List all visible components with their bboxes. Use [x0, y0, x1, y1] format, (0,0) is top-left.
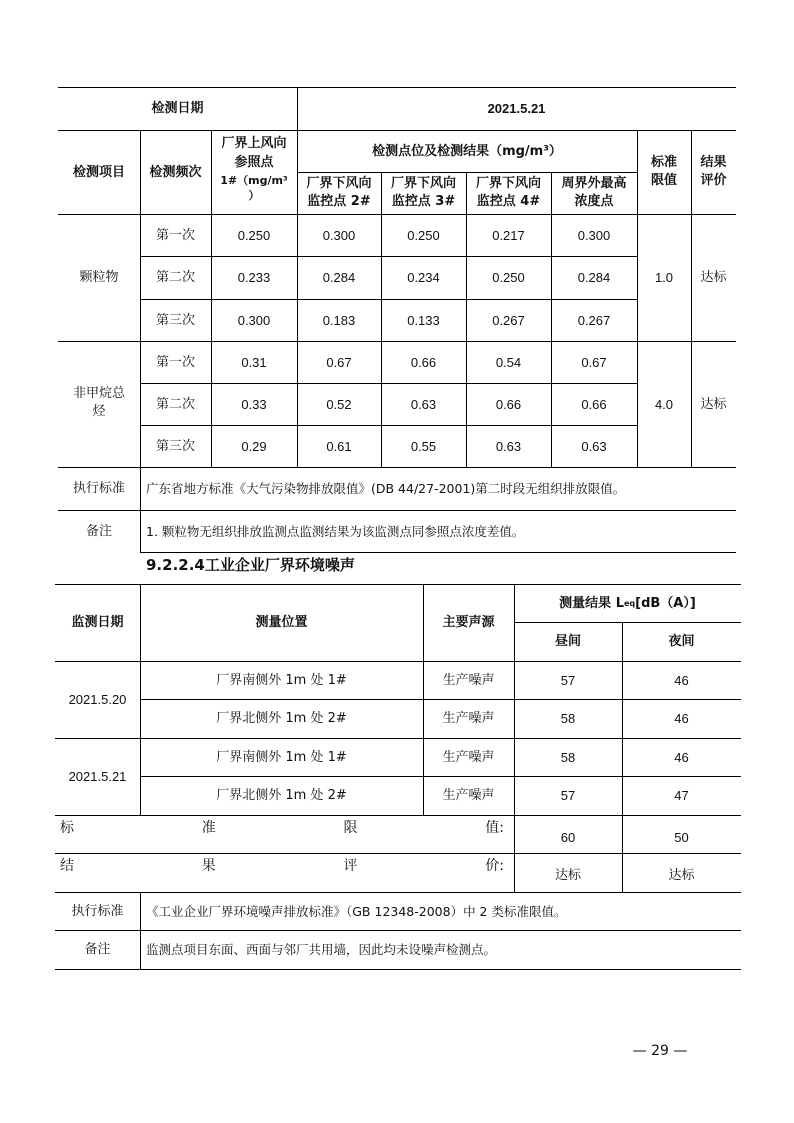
- header-monitor-date: 监测日期: [71, 615, 124, 630]
- value-cell: 0.66: [410, 354, 437, 370]
- value-cell: 0.61: [326, 438, 352, 454]
- value-cell: 0.183: [322, 312, 356, 328]
- section-title: 9.2.2.4工业企业厂界环境噪声: [146, 556, 355, 574]
- result-particulate: 达标: [700, 270, 727, 285]
- standard-limit-day: 60: [560, 829, 576, 845]
- value-cell: 0.67: [326, 354, 352, 370]
- noise-note-text: 监测点项目东面、西面与邻厂共用墙，因此均未设噪声检测点。: [146, 942, 497, 957]
- header-result: 测量结果 L eq [dB（A）]: [559, 595, 696, 611]
- value-cell: 0.250: [407, 227, 440, 243]
- standard-limit-label: 标 准 限 值:: [60, 820, 504, 836]
- value-cell: 0.63: [495, 438, 522, 454]
- value-cell: 0.33: [241, 396, 267, 412]
- date-label: 检测日期: [151, 101, 204, 116]
- noise-exec-label: 执行标准: [71, 903, 124, 919]
- day-value-cell: 58: [560, 749, 576, 765]
- header-sound-source: 主要声源: [442, 615, 495, 630]
- group-name-nmhc: 非甲烷总 烃: [72, 386, 125, 419]
- frequency-cell: 第二次: [155, 396, 195, 412]
- header-downwind-2: 厂界下风向 监控点 2#: [306, 176, 372, 209]
- value-cell: 0.67: [581, 354, 607, 370]
- day-value-cell: 58: [560, 711, 576, 726]
- frequency-cell: 第一次: [155, 354, 195, 370]
- result-nmhc: 达标: [700, 396, 727, 412]
- position-cell: 厂界北侧外 1m 处 2#: [216, 788, 347, 803]
- exec-standard-text: 广东省地方标准《大气污染物排放限值》(DB 44/27-2001)第二时段无组织排放限值。: [146, 481, 626, 496]
- value-cell: 0.250: [492, 270, 525, 285]
- header-position: 测量位置: [255, 615, 308, 630]
- group-name-particulate: 颗粒物: [79, 270, 119, 285]
- frequency-cell: 第三次: [155, 312, 195, 328]
- source-cell: 生产噪声: [442, 788, 495, 803]
- value-cell: 0.217: [492, 227, 525, 243]
- value-cell: 0.66: [495, 396, 522, 412]
- date-cell-2: 2021.5.21: [68, 769, 127, 784]
- position-cell: 厂界南侧外 1m 处 1#: [216, 672, 347, 688]
- noise-note-label: 备注: [84, 942, 111, 957]
- value-cell: 0.31: [241, 354, 267, 370]
- value-cell: 0.133: [407, 312, 440, 328]
- value-cell: 0.267: [577, 312, 611, 328]
- value-cell: 0.284: [322, 270, 356, 285]
- day-value-cell: 57: [560, 788, 576, 803]
- value-cell: 0.54: [495, 354, 522, 370]
- value-cell: 0.233: [237, 270, 271, 285]
- value-cell: 0.63: [410, 396, 437, 412]
- value-cell: 0.300: [322, 227, 356, 243]
- noise-exec-text: 《工业企业厂界环境噪声排放标准》（GB 12348-2008）中 2 类标准限值。: [146, 903, 567, 919]
- evaluation-night: 达标: [668, 868, 695, 883]
- limit-nmhc: 4.0: [654, 396, 674, 412]
- value-cell: 0.250: [237, 227, 271, 243]
- header-points: 检测点位及检测结果（mg/m³）: [372, 143, 562, 159]
- header-daytime: 昼间: [554, 634, 581, 649]
- position-cell: 厂界南侧外 1m 处 1#: [216, 749, 347, 765]
- value-cell: 0.63: [581, 438, 607, 454]
- value-cell: 0.55: [410, 438, 437, 454]
- source-cell: 生产噪声: [442, 749, 495, 765]
- value-cell: 0.300: [577, 227, 611, 243]
- night-value-cell: 46: [674, 749, 689, 765]
- value-cell: 0.29: [241, 438, 267, 454]
- header-downwind-3: 厂界下风向 监控点 3#: [390, 176, 456, 209]
- evaluation-day: 达标: [554, 868, 581, 883]
- frequency-cell: 第二次: [155, 270, 195, 285]
- source-cell: 生产噪声: [442, 711, 495, 726]
- night-value-cell: 47: [674, 788, 689, 803]
- page-number: — 29 —: [632, 1043, 688, 1059]
- exec-standard-label: 执行标准: [72, 481, 125, 496]
- date-cell-1: 2021.5.20: [68, 692, 127, 707]
- evaluation-label: 结 果 评 价:: [60, 858, 504, 874]
- value-cell: 0.284: [577, 270, 611, 285]
- night-value-cell: 46: [674, 711, 689, 726]
- header-standard-limit: 标准 限值: [650, 155, 677, 188]
- standard-limit-night: 50: [674, 829, 689, 845]
- value-cell: 0.66: [581, 396, 607, 412]
- source-cell: 生产噪声: [442, 672, 495, 688]
- note-text: 1. 颗粒物无组织排放监测点监测结果为该监测点同参照点浓度差值。: [146, 523, 525, 539]
- frequency-cell: 第三次: [155, 438, 195, 454]
- value-cell: 0.267: [492, 312, 525, 328]
- header-downwind-4: 厂界下风向 监控点 4#: [475, 176, 541, 209]
- date-value: 2021.5.21: [487, 101, 546, 116]
- frequency-cell: 第一次: [155, 227, 195, 243]
- header-item: 检测项目: [72, 164, 125, 180]
- header-max-point: 周界外最高 浓度点: [561, 176, 627, 209]
- day-value-cell: 57: [560, 672, 576, 688]
- limit-particulate: 1.0: [654, 270, 674, 285]
- value-cell: 0.234: [407, 270, 440, 285]
- note-label: 备注: [85, 523, 112, 539]
- header-frequency: 检测频次: [149, 164, 202, 180]
- header-result-eval: 结果 评价: [700, 155, 727, 188]
- value-cell: 0.52: [326, 396, 352, 412]
- header-nighttime: 夜间: [668, 634, 695, 649]
- night-value-cell: 46: [674, 672, 689, 688]
- value-cell: 0.300: [237, 312, 271, 328]
- position-cell: 厂界北侧外 1m 处 2#: [216, 711, 347, 726]
- header-upwind: 厂界上风向 参照点 1#（mg/m³ ）: [220, 136, 288, 202]
